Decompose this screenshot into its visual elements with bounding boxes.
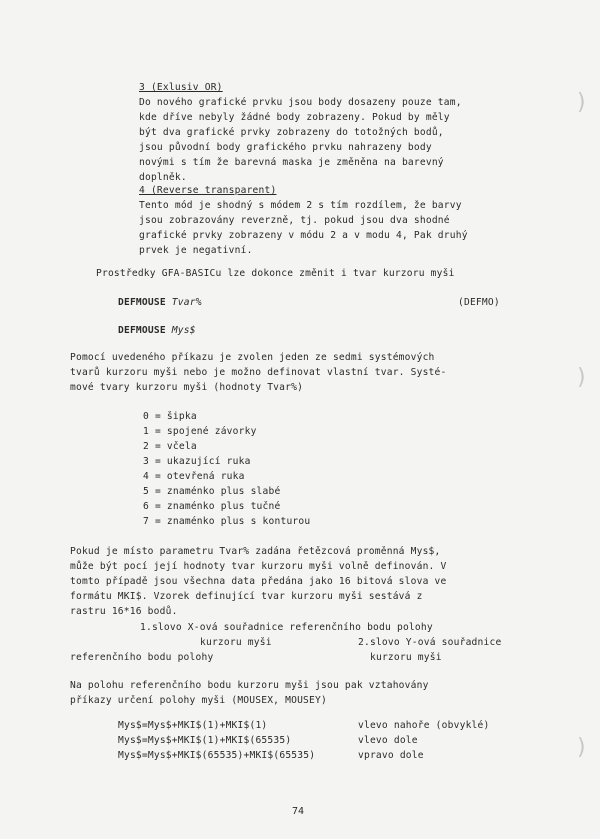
shape-number: 5	[143, 486, 149, 497]
command-defmouse-tvar	[118, 297, 202, 309]
word-description: referenčního bodu polohy	[70, 652, 214, 663]
section-3-heading: 3 (Exlusiv OR)	[139, 82, 223, 93]
code-comment: vpravo dole	[358, 750, 424, 761]
command-defmouse-mys	[118, 325, 196, 337]
paragraph-line: příkazy určení polohy myši (MOUSEX, MOUSEY)	[70, 695, 327, 706]
paragraph-line: Pomocí uvedeného příkazu je zvolen jeden ze sedmi systémových	[70, 352, 435, 363]
shape-label: znaménko plus slabé	[166, 486, 281, 497]
shape-list-item: 6 = znaménko plus tučné	[143, 501, 281, 512]
command-keyword: DEFMOUSE	[118, 297, 166, 308]
shape-label: včela	[166, 441, 197, 452]
code-comment: vlevo dole	[358, 735, 418, 746]
shape-number: 3	[143, 456, 149, 467]
shape-number: 0	[143, 411, 149, 422]
section-4-line: prvek je negativní.	[139, 245, 253, 256]
code-expression: Mys$=Mys$+MKI$(65535)+MKI$(65535)	[118, 750, 316, 761]
shape-label: znaménko plus tučné	[166, 501, 281, 512]
shape-number: 1	[143, 426, 149, 437]
code-comment: vlevo nahoře (obvyklé)	[358, 720, 490, 731]
section-3-line: jsou původní body grafického prvku nahrazeny body	[139, 142, 432, 153]
word-description: kurzoru myši	[370, 652, 442, 663]
shape-list-item: 0 = šipka	[143, 411, 197, 422]
section-3-line: doplněk.	[139, 172, 187, 183]
shape-number: 6	[143, 501, 149, 512]
command-param: Mys$	[171, 325, 196, 336]
code-expression: Mys$=Mys$+MKI$(1)+MKI$(65535)	[118, 735, 292, 746]
paragraph-line: formátu MKI$. Vzorek definující tvar kurzoru myši sestává z	[70, 591, 423, 602]
paragraph-line: Pokud je místo parametru Tvar% zadána řetězcová proměnná Mys$,	[70, 546, 441, 557]
command-abbreviation: (DEFMO)	[458, 297, 500, 308]
paragraph-line: rastru 16*16 bodů.	[70, 606, 178, 617]
shape-list-item: 3 = ukazující ruka	[143, 456, 251, 467]
shape-label: spojené závorky	[166, 426, 257, 437]
word-description: 1.slovo X-ová souřadnice referenčního bodu polohy	[140, 622, 433, 633]
section-3-line: Do nového grafické prvku jsou body dosazeny pouze tam,	[139, 97, 462, 108]
shape-list-item: 4 = otevřená ruka	[143, 471, 245, 482]
intro-line: Prostředky GFA-BASICu lze dokonce změnit i tvar kurzoru myši	[96, 268, 455, 279]
paragraph-line: může být pocí její hodnoty tvar kurzoru myši volně definován. V	[70, 561, 447, 572]
section-3-line: být dva grafické prvky zobrazeny do totožných bodů,	[139, 127, 444, 138]
shape-label: ukazující ruka	[166, 456, 251, 467]
shape-label: otevřená ruka	[166, 471, 245, 482]
scan-bracket-mark: )	[577, 735, 586, 760]
shape-label: šipka	[166, 411, 197, 422]
shape-list-item: 2 = včela	[143, 441, 197, 452]
section-4-line: grafické prvky zobrazeny v módu 2 a v modu 4, Pak druhý	[139, 230, 468, 241]
shape-number: 7	[143, 516, 149, 527]
section-4-line: Tento mód je shodný s módem 2 s tím rozdílem, že barvy	[139, 200, 462, 211]
code-expression: Mys$=Mys$+MKI$(1)+MKI$(1)	[118, 720, 268, 731]
command-keyword: DEFMOUSE	[118, 325, 166, 336]
word-description: kurzoru myši	[200, 637, 272, 648]
page-number: 74	[292, 806, 305, 817]
scan-bracket-mark: )	[577, 90, 586, 115]
shape-list-item: 1 = spojené závorky	[143, 426, 257, 437]
section-3-line: kde dříve nebyly žádné body zobrazeny. Pokud by měly	[139, 112, 450, 123]
shape-list-item: 5 = znaménko plus slabé	[143, 486, 281, 497]
paragraph-line: mové tvary kurzoru myši (hodnoty Tvar%)	[70, 382, 304, 393]
section-3-line: novými s tím že barevná maska je změněna na barevný	[139, 157, 444, 168]
scan-bracket-mark: )	[577, 365, 586, 390]
shape-list-item: 7 = znaménko plus s konturou	[143, 516, 311, 527]
shape-number: 4	[143, 471, 149, 482]
paragraph-line: Na polohu referenčního bodu kurzoru myši jsou pak vztahovány	[70, 680, 429, 691]
shape-number: 2	[143, 441, 149, 452]
word-description: 2.slovo Y-ová souřadnice	[358, 637, 502, 648]
shape-label: znaménko plus s konturou	[166, 516, 311, 527]
paragraph-line: tomto případě jsou všechna data předána jako 16 bitová slova ve	[70, 576, 447, 587]
command-param: Tvar%	[171, 297, 202, 308]
section-4-heading: 4 (Reverse transparent)	[139, 185, 277, 196]
section-4-line: jsou zobrazovány reverzně, tj. pokud jsou dva shodné	[139, 215, 450, 226]
paragraph-line: tvarů kurzoru myši nebo je možno definovat vlastní tvar. Systé-	[70, 367, 447, 378]
